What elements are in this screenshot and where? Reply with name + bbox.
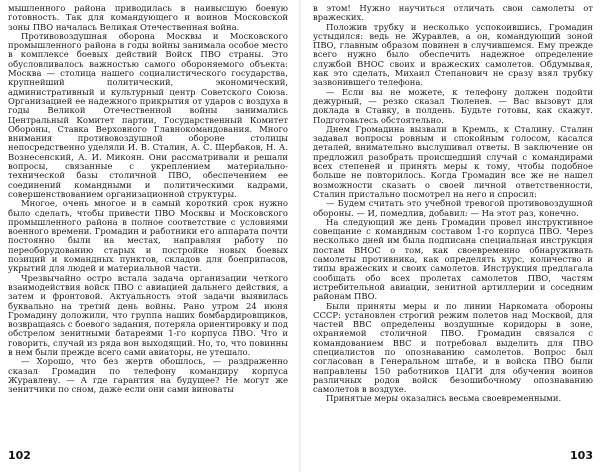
left-paragraph-1: мышленного района приводилась в наивысшую боевую готовность. Так для командующего и воинов Московской зоны ПВО началась Великая Отечественная война.	[8, 4, 288, 32]
right-paragraph-6: На следующий же день Громадин провел инструктивное совещание с командным составом 1-го корпуса ПВО. Через несколько дней им была подписана специальная инструкция постам ВНОС о том, как своевременно обнаруживать самолеты противника, как определять курс, количество и типы вражеских и своих самолетов. Инструкция предлагала сообщать обо всех пролетах самолетов ПВО, частям истребительной авиации, зенитной артиллерии и соседним районам ПВО.	[313, 216, 593, 302]
left-page	[8, 4, 288, 468]
right-paragraph-4: Днем Громадина вызвали в Кремль, к Сталину. Сталин задавал вопросы ровным и спокойным голосом, касался деталей, внимательно выслушивал ответы. В заключение он предложил разобрать происшедший случай с командирами всех степеней и принять меры к тому, чтобы подобное больше не повторилось. Когда Громадин все же не нашел возможности сказать о своей личной ответственности, Сталин пристально посмотрел на него и спросил:	[313, 123, 593, 199]
left-paragraph-4: Чрезвычайно остро встала задача организации четкого взаимодействия войск ПВО с авиацией дальнего действия, а затем и фронтовой. Актуальность этой задачи выявилась буквально на третий день войны. Рано утром 24 июня Громадину доложили, что группа наших бомбардировщиков, возвращаясь с боевого задания, потеряла ориентировку и под обстрелом зенитными батареями 1-го корпуса ПВО. Что и говорить, случай из ряда вон выходящий. Но, то, что повинны в нем были прежде всего сами авиаторы, не утешало.	[8, 272, 288, 357]
right-page-number: 103	[570, 449, 593, 462]
right-paragraph-8: Принятые меры оказались весьма своевременными.	[326, 393, 562, 404]
left-page-number: 102	[8, 449, 31, 462]
right-page-text	[313, 4, 593, 404]
left-paragraph-3: Многое, очень многое и в самый короткий срок нужно было сделать, чтобы привести ПВО Москвы и Московского промышленного района в полное соответствие с условиями военного времени. Громадин и работники его аппарата почти постоянно были на местах, направляя работу по переоборудованию старых и постройке новых боевых позиций и командных пунктов, складов для боеприпасов, укрытий для людей и материальной части.	[8, 198, 288, 274]
right-page	[313, 4, 593, 468]
right-paragraph-7: Были приняты меры и по линии Наркомата обороны СССР: установлен строгий режим полетов над Москвой, для частей ВВС определены воздушные коридоры в зоне, охраняемой столичной ПВО. Громадин связался с командованием ВВС и потребовал выделить для ПВО специалистов по опознаванию самолетов. Вопрос был согласован в Генеральном штабе, и в войска ПВО были направлены 150 работников ЦАГИ для обучения воинов различных родов войск безошибочному опознаванию самолетов в воздухе.	[313, 300, 593, 395]
left-paragraph-2: Противовоздушная оборона Москвы и Московского промышленного района в годы войны занимала особое место в комплексе боевых действий Войск ПВО страны. Это обусловливалось важностью самого обороняемого объекта: Москва — столица нашего социалистического государства, крупнейший политический, экономический, административный и культурный центр Советского Союза. Организацией ее надежного прикрытия от ударов с воздуха в годы Великой Отечественной войны занимались Центральный Комитет партии, Государственный Комитет Обороны, Ставка Верховного Главнокомандования. Много внимания противовоздушной обороне столицы непосредственно уделяли И. В. Сталин, А. С. Щербаков, Н. А. Вознесенский, А. И. Микоян. Они рассматривали и решали вопросы, связанные с укреплением материально-технической базы столичной ПВО, обеспечением ее соединений командными и политическими кадрами, совершенствованием организационной структуры.	[8, 30, 288, 199]
left-page-text	[8, 4, 288, 394]
left-paragraph-5: — Хорошо, что без жертв обошлось, — раздраженно сказал Громадин по телефону командиру корпуса Журавлеву. — А где гарантия на будущее? Не могут же зенитчики по сном, даже если они сами виноваты	[8, 356, 288, 395]
book-gutter	[299, 0, 301, 472]
right-paragraph-5: — Будем считать это учебной тревогой противовоздушной обороны. — И, помедлив, добавил: — На этот раз, конечно.	[313, 198, 593, 218]
right-paragraph-2: Положив трубку и несколько успокоившись, Громадин устыдился: ведь не Журавлев, а он, командующий зоной ПВО, главным образом повинен в случившемся. Ему прежде всего нужно было обеспечить надежное определение службой ВНОС своих и вражеских самолетов. Обдумывая, как это сделать, Михаил Степанович не сразу взял трубку зазвонившего телефона.	[313, 21, 593, 88]
right-paragraph-3: — Если вы не можете, к телефону должен подойти дежурный, — резко сказал Тюленев. — Вас вызовут для доклада в Ставку, в полдень. Будьте готовы, как скажут. Подготовьтесь обстоятельно.	[313, 86, 593, 125]
right-paragraph-1: в этом! Нужно научиться отличать свои самолеты от вражеских.	[313, 4, 593, 23]
